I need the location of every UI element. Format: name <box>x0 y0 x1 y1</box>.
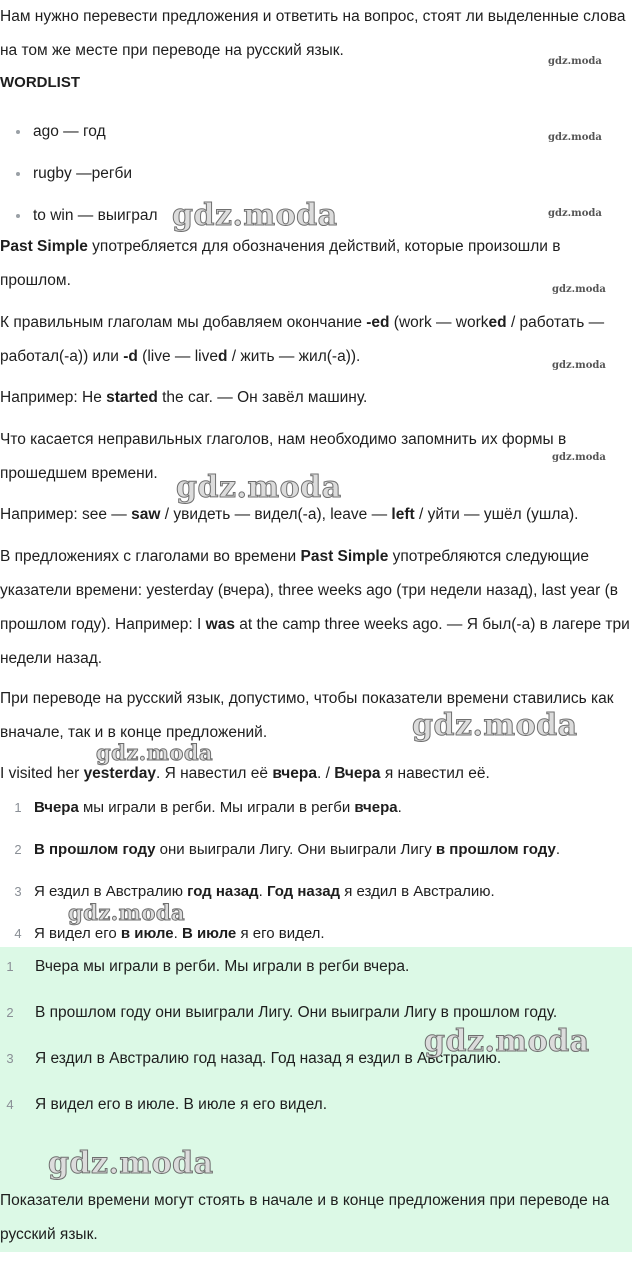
example-yesterday: I visited her yesterday. Я навестил её вчера. / Вчера я навестил её. <box>0 765 490 782</box>
watermark: gdz.moda <box>172 198 338 233</box>
regular-verbs-rule: К правильным глаголам мы добавляем окончание -ed (work — worked / работать — работал(-а)) или -d (live — lived / жить — жил(-а)). <box>0 314 605 365</box>
list-item: 4 Я видел его в июле. В июле я его видел. <box>14 925 325 942</box>
wordlist <box>0 113 158 239</box>
wordlist-item: to win — выиграл <box>0 197 158 239</box>
watermark: gdz.moda <box>176 470 342 505</box>
wordlist-item: ago — год <box>0 113 158 155</box>
answer-item: 2 В прошлом году они выиграли Лигу. Они выиграли Лигу в прошлом году. <box>6 1004 558 1021</box>
watermark: gdz.moda <box>552 452 606 463</box>
answer-list <box>0 949 632 1133</box>
list-item: 1 Вчера мы играли в регби. Мы играли в регби вчера. <box>14 799 402 816</box>
watermark: gdz.moda <box>96 740 214 765</box>
watermark: gdz.moda <box>552 284 606 295</box>
wordlist-title: WORDLIST <box>0 74 80 91</box>
answer-item: 3 Я ездил в Австралию год назад. Год назад я ездил в Австралию. <box>6 1050 502 1067</box>
task-sentences <box>0 790 560 958</box>
past-simple-definition: Past Simple употребляется для обозначения действий, которые произошли в прошлом. <box>0 238 561 289</box>
list-item: 2 В прошлом году они выиграли Лигу. Они выиграли Лигу в прошлом году. <box>14 841 560 858</box>
time-markers-rule: В предложениях с глаголами во времени Past Simple употребляются следующие указатели времени: yesterday (вчера), three weeks ago (три недели назад), last year (в прошлом году). Например: I was at the camp three weeks ago. — Я был(-а) в лагере три недели назад. <box>0 548 630 667</box>
intro-text: Нам нужно перевести предложения и ответить на вопрос, стоят ли выделенные слова на том же месте при переводе на русский язык. <box>0 8 626 59</box>
watermark: gdz.moda <box>48 1146 214 1181</box>
example-started: Например: He started the car. — Он завёл машину. <box>0 389 368 406</box>
watermark: gdz.moda <box>548 132 602 143</box>
answer-item: 1 Вчера мы играли в регби. Мы играли в регби вчера. <box>6 958 410 975</box>
list-item: 3 Я ездил в Австралию год назад. Год назад я ездил в Австралию. <box>14 883 495 900</box>
watermark: gdz.moda <box>548 56 602 67</box>
answer-item: 4 Я видел его в июле. В июле я его видел. <box>6 1096 328 1113</box>
watermark: gdz.moda <box>548 208 602 219</box>
example-irregular: Например: see — saw / увидеть — видел(-а), leave — left / уйти — ушёл (ушла). <box>0 506 579 523</box>
watermark: gdz.moda <box>68 900 186 925</box>
wordlist-item: rugby —регби <box>0 155 158 197</box>
watermark: gdz.moda <box>424 1024 590 1059</box>
watermark: gdz.moda <box>412 708 578 743</box>
irregular-verbs-rule: Что касается неправильных глаголов, нам необходимо запомнить их формы в прошедшем времени. <box>0 431 567 482</box>
watermark: gdz.moda <box>552 360 606 371</box>
conclusion-text: Показатели времени могут стоять в начале и в конце предложения при переводе на русский язык. <box>0 1192 610 1243</box>
translation-note: При переводе на русский язык, допустимо, чтобы показатели времени ставились как вначале, так и в конце предложений. <box>0 690 614 741</box>
answer-box <box>0 947 632 1252</box>
